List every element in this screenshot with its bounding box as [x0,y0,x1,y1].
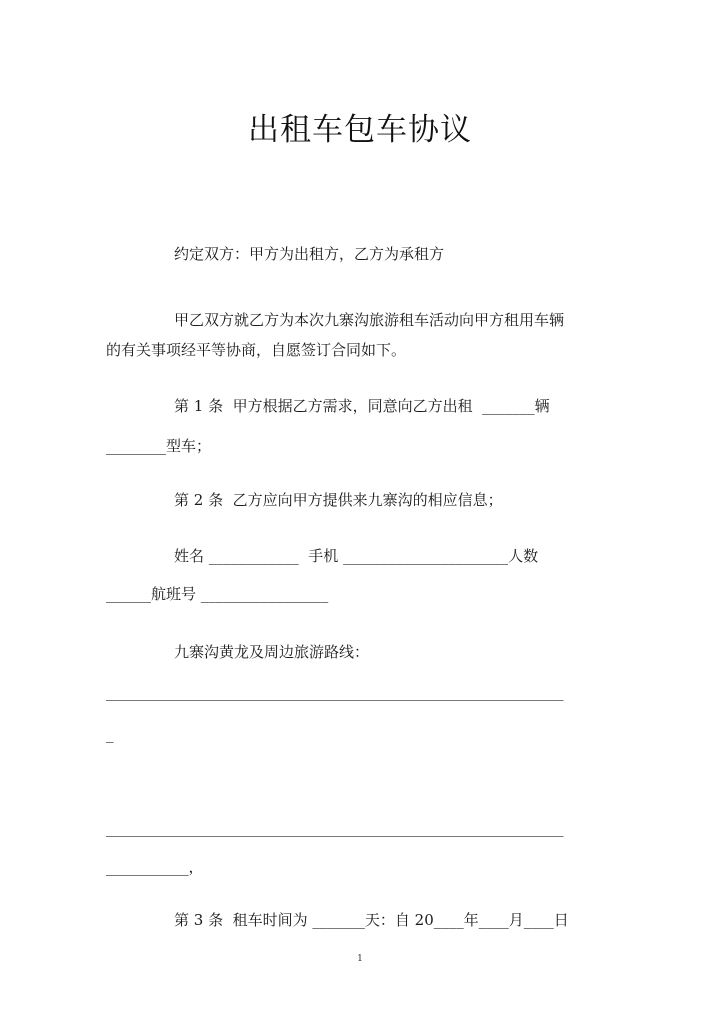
intro-line-2: 的有关事项经平等协商，自愿签订合同如下。 [106,341,407,359]
article-3: 第 3 条 租车时间为 _______天：自 20____年____月____日 [174,911,569,929]
article-2: 第 2 条 乙方应向甲方提供来九寨沟的相应信息； [174,491,503,509]
route-blank-1: _____________________________________________________________ [106,683,564,701]
route-blank-1-continued: _ [106,725,114,743]
parties-clause: 约定双方：甲方为出租方，乙方为承租方 [174,245,445,263]
page-number: 1 [357,954,363,964]
intro-line-1: 甲乙双方就乙方为本次九寨沟旅游租车活动向甲方租用车辆 [174,311,565,329]
route-label: 九寨沟黄龙及周边旅游路线： [174,643,370,661]
article-1-line-1: 第 1 条 甲方根据乙方需求，同意向乙方出租 _______辆 [174,397,550,415]
article-1-line-2: ________型车； [106,437,212,455]
info-line-1: 姓名 ____________ 手机 ______________________人数 [174,547,539,565]
document-title: 出租车包车协议 [248,112,472,148]
route-blank-2-continued: ___________， [106,858,204,876]
info-line-2: ______航班号 _________________ [106,585,329,603]
route-blank-2: _____________________________________________________________ [106,819,564,837]
